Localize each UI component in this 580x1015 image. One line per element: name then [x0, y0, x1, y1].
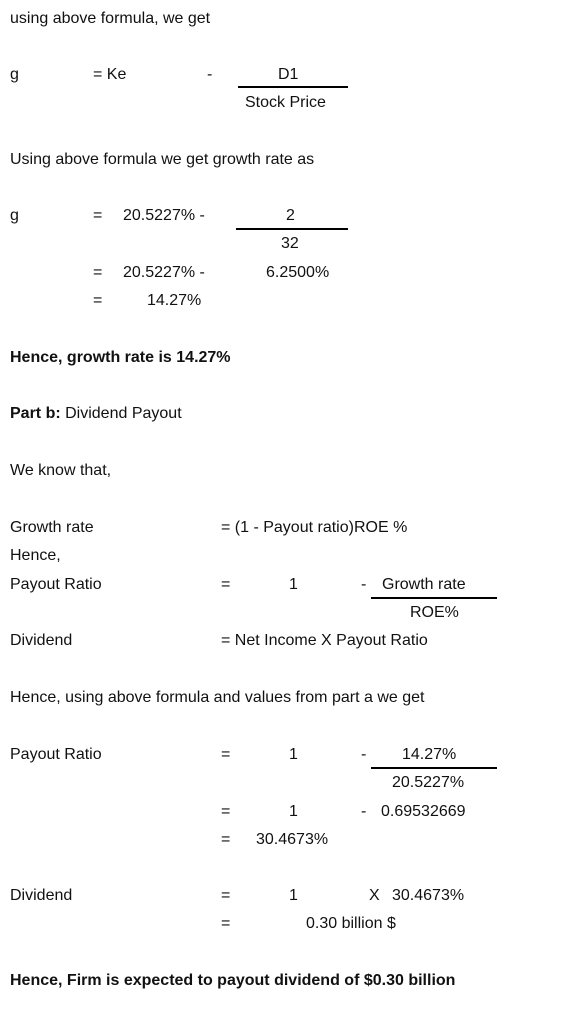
payout-denominator: ROE% [410, 604, 459, 621]
calc-g-label: g [10, 207, 19, 224]
fraction-line [236, 228, 348, 230]
calc-quotient: 6.2500% [266, 264, 330, 281]
formula-equals-ke: = Ke [93, 66, 127, 83]
calc-equals: = [221, 887, 231, 904]
dividend-conclusion: Hence, Firm is expected to payout dividend of $0.30 billion [10, 972, 456, 989]
payout-ratio-result: 30.4673% [256, 831, 329, 848]
dividend-formula: = Net Income X Payout Ratio [221, 632, 428, 649]
calc-multiply: X [369, 887, 380, 904]
calc-equals: = [93, 207, 103, 224]
calc-one: 1 [289, 803, 298, 820]
calc-one: 1 [289, 887, 298, 904]
part-b-title: Dividend Payout [60, 405, 182, 422]
payout-minus: - [361, 576, 367, 593]
calc-denominator: 32 [281, 235, 299, 252]
hence-text: Hence, [10, 547, 61, 564]
calc-numerator: 14.27% [402, 746, 457, 763]
payout-ratio-label: Payout Ratio [10, 576, 102, 593]
dividend-label: Dividend [10, 632, 73, 649]
calc-equals: = [221, 915, 231, 932]
growth-conclusion: Hence, growth rate is 14.27% [10, 349, 231, 366]
values-intro-text: Hence, using above formula and values from part a we get [10, 689, 425, 706]
fraction-line [238, 86, 348, 88]
calc-equals: = [221, 803, 231, 820]
calc-result: 14.27% [147, 292, 202, 309]
formula-numerator: D1 [278, 66, 299, 83]
growth-intro-text: Using above formula we get growth rate as [10, 151, 315, 168]
payout-one: 1 [289, 576, 298, 593]
formula-minus: - [207, 66, 213, 83]
we-know-text: We know that, [10, 462, 112, 479]
growth-rate-formula: = (1 - Payout ratio)ROE % [221, 519, 408, 536]
calc-minus: - [361, 746, 367, 763]
formula-g-label: g [10, 66, 19, 83]
calc-equals: = [93, 264, 103, 281]
payout-numerator: Growth rate [382, 576, 466, 593]
growth-rate-label: Growth rate [10, 519, 94, 536]
dividend-label: Dividend [10, 887, 73, 904]
payout-equals: = [221, 576, 231, 593]
calc-value: 30.4673% [392, 887, 465, 904]
calc-equals: = [221, 746, 231, 763]
part-b-heading [10, 404, 182, 424]
payout-ratio-label: Payout Ratio [10, 746, 102, 763]
calc-value: 20.5227% - [123, 264, 205, 281]
intro-text: using above formula, we get [10, 10, 211, 27]
calc-denominator: 20.5227% [392, 774, 465, 791]
calc-equals: = [93, 292, 103, 309]
calc-minus: - [361, 803, 367, 820]
calc-equals: = [221, 831, 231, 848]
fraction-line [371, 597, 497, 599]
calc-numerator: 2 [286, 207, 295, 224]
calc-value: 20.5227% - [123, 207, 205, 224]
part-b-label: Part b: [10, 405, 61, 422]
formula-denominator: Stock Price [245, 94, 326, 111]
dividend-result: 0.30 billion $ [306, 915, 396, 932]
fraction-line [371, 767, 497, 769]
calc-one: 1 [289, 746, 298, 763]
calc-quotient: 0.69532669 [381, 803, 466, 820]
